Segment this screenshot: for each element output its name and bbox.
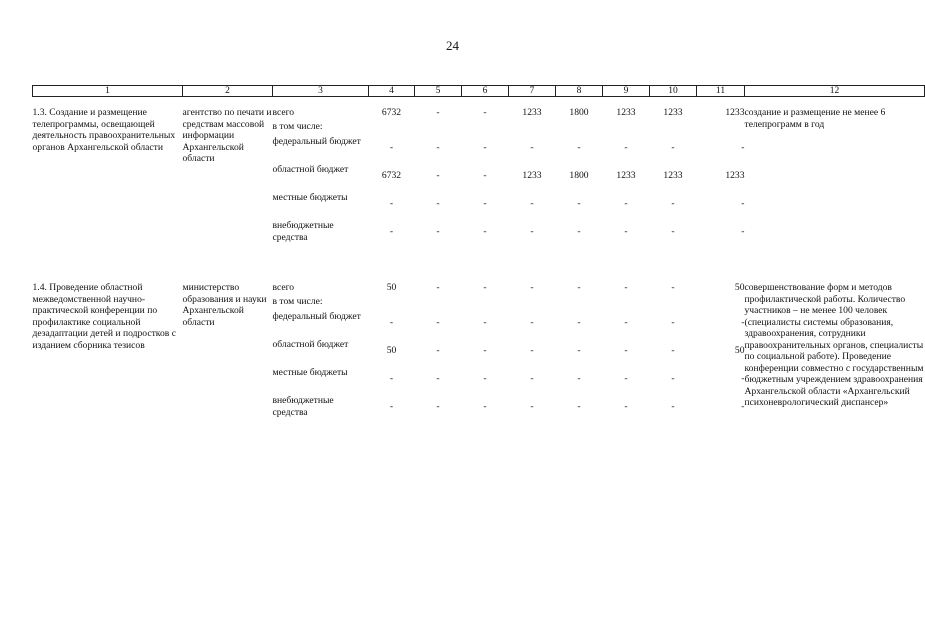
amount-cell: - <box>741 317 745 328</box>
amount-cell: 1233 <box>522 170 542 181</box>
activity-title: 1.3. Создание и размещение телепрограммы, освещающей деятельность правоохранительных органов Архангельской области <box>32 107 176 153</box>
amount-cell: - <box>530 401 534 412</box>
amount-cell: - <box>624 317 628 328</box>
amount-cell: - <box>577 401 581 412</box>
amount-cell: - <box>577 373 581 384</box>
column-number: 2 <box>183 86 273 97</box>
amount-cell: 50 <box>386 345 397 356</box>
column-number: 10 <box>650 86 697 97</box>
amount-column <box>603 282 650 429</box>
amount-cell: - <box>671 373 675 384</box>
amount-cell: - <box>577 282 581 293</box>
amount-cell: - <box>577 345 581 356</box>
amount-cell: - <box>483 345 487 356</box>
amount-cell: - <box>624 373 628 384</box>
amount-column <box>415 107 462 254</box>
amount-cell: - <box>389 401 394 412</box>
amount-cell: 1800 <box>569 170 589 181</box>
amount-cell: - <box>577 198 581 209</box>
amount-cell: 6732 <box>381 170 402 181</box>
program-table <box>32 85 925 429</box>
funding-sources <box>273 282 369 429</box>
amount-cell: - <box>741 226 745 237</box>
column-number: 11 <box>697 86 745 97</box>
amount-cell: - <box>624 142 628 153</box>
activity-result: создание и размещение не менее 6 телепрограмм в год <box>744 107 886 130</box>
amount-cell: - <box>389 142 394 153</box>
column-number: 9 <box>603 86 650 97</box>
amount-cell: 50 <box>386 282 397 293</box>
amount-column <box>556 282 603 429</box>
column-number: 7 <box>509 86 556 97</box>
amount-cell: - <box>671 317 675 328</box>
amount-cell: - <box>436 401 440 412</box>
funding-source-label: областной бюджет <box>272 164 349 175</box>
activity-executor: министерство образования и науки Архангельской области <box>182 282 267 328</box>
funding-source-label: федеральный бюджет <box>272 136 361 147</box>
amount-column <box>369 107 415 254</box>
amount-column <box>415 282 462 429</box>
amount-cell: - <box>483 282 487 293</box>
amount-cell: - <box>577 142 581 153</box>
amount-cell: - <box>436 142 440 153</box>
amount-column <box>462 107 509 254</box>
amount-cell: 1233 <box>663 170 683 181</box>
amount-cell: - <box>436 317 440 328</box>
amount-cell: - <box>436 198 440 209</box>
amount-cell: 50 <box>734 282 745 293</box>
amount-cell: 1233 <box>725 107 745 118</box>
amount-cell: 1800 <box>569 107 589 118</box>
funding-source-label: внебюджетные средства <box>272 220 334 243</box>
funding-source-label: внебюджетные средства <box>272 395 334 418</box>
amount-cell: - <box>530 198 534 209</box>
funding-sources <box>273 107 369 254</box>
column-number: 6 <box>462 86 509 97</box>
amount-cell: - <box>483 317 487 328</box>
amount-cell: - <box>483 373 487 384</box>
amount-cell: - <box>624 282 628 293</box>
amount-column <box>697 107 745 254</box>
amount-cell: - <box>741 142 745 153</box>
amount-cell: - <box>530 142 534 153</box>
amount-cell: 1233 <box>616 170 636 181</box>
amount-cell: - <box>671 198 675 209</box>
column-number: 12 <box>745 86 925 97</box>
column-number: 8 <box>556 86 603 97</box>
funding-source-label: всего <box>272 282 295 293</box>
amount-column <box>697 282 745 429</box>
funding-source-label: в том числе: <box>272 296 323 307</box>
amount-cell: 50 <box>734 345 745 356</box>
amount-cell: - <box>624 345 628 356</box>
amount-cell: - <box>671 401 675 412</box>
amount-column <box>650 282 697 429</box>
amount-column <box>603 107 650 254</box>
activity-executor: агентство по печати и средствам массовой информации Архангельской области <box>182 107 272 164</box>
funding-source-label: областной бюджет <box>272 339 349 350</box>
amount-cell: - <box>436 170 440 181</box>
amount-cell: - <box>624 401 628 412</box>
amount-cell: - <box>624 226 628 237</box>
amount-cell: - <box>671 345 675 356</box>
amount-cell: - <box>483 226 487 237</box>
amount-cell: - <box>436 373 440 384</box>
amount-cell: - <box>741 401 745 412</box>
amount-cell: - <box>530 345 534 356</box>
activity-result: совершенствование форм и методов профилактической работы. Количество участников – не менее 100 человек (специалисты системы образования, здравоохранения, сотрудники правоохранительных органов, специалисты по социальной работе). Проведение конференции совместно с государственным бюджетным учреждением здравоохранения Архангельской области «Архангельский психоневрологический диспансер» <box>744 282 924 408</box>
table-row <box>33 107 925 254</box>
amount-cell: - <box>483 142 487 153</box>
amount-cell: 1233 <box>663 107 683 118</box>
amount-cell: - <box>530 373 534 384</box>
amount-column <box>509 282 556 429</box>
amount-column <box>462 282 509 429</box>
amount-cell: - <box>530 282 534 293</box>
amount-cell: - <box>483 107 487 118</box>
column-number: 5 <box>415 86 462 97</box>
amount-cell: - <box>671 142 675 153</box>
amount-column <box>369 282 415 429</box>
amount-cell: - <box>389 226 394 237</box>
amount-column <box>556 107 603 254</box>
column-number: 4 <box>369 86 415 97</box>
amount-cell: - <box>530 226 534 237</box>
activity-title: 1.4. Проведение областной межведомственной научно-практической конференции по профилактике социальной дезадаптации детей и подростков с изданием сборника тезисов <box>32 282 176 351</box>
column-number: 3 <box>273 86 369 97</box>
amount-cell: - <box>577 317 581 328</box>
amount-cell: - <box>436 226 440 237</box>
amount-cell: 6732 <box>381 107 402 118</box>
amount-cell: - <box>436 282 440 293</box>
amount-cell: - <box>624 198 628 209</box>
amount-cell: - <box>483 198 487 209</box>
amount-cell: - <box>741 373 745 384</box>
amount-cell: - <box>483 170 487 181</box>
table-row <box>33 282 925 429</box>
amount-column <box>650 107 697 254</box>
column-numbers-header <box>33 86 925 97</box>
amount-cell: - <box>436 107 440 118</box>
column-number: 1 <box>33 86 183 97</box>
amount-cell: 1233 <box>522 107 542 118</box>
funding-source-label: всего <box>272 107 295 118</box>
amount-cell: - <box>389 198 394 209</box>
funding-source-label: федеральный бюджет <box>272 311 361 322</box>
amount-cell: - <box>530 317 534 328</box>
funding-source-label: местные бюджеты <box>272 192 348 203</box>
amount-cell: 1233 <box>725 170 745 181</box>
funding-source-label: в том числе: <box>272 121 323 132</box>
funding-source-label: местные бюджеты <box>272 367 348 378</box>
amount-cell: - <box>436 345 440 356</box>
amount-cell: - <box>483 401 487 412</box>
amount-cell: - <box>577 226 581 237</box>
amount-cell: 1233 <box>616 107 636 118</box>
amount-cell: - <box>741 198 745 209</box>
page-number: 24 <box>446 38 459 53</box>
amount-cell: - <box>389 373 394 384</box>
amount-cell: - <box>389 317 394 328</box>
amount-cell: - <box>671 226 675 237</box>
amount-cell: - <box>671 282 675 293</box>
amount-column <box>509 107 556 254</box>
